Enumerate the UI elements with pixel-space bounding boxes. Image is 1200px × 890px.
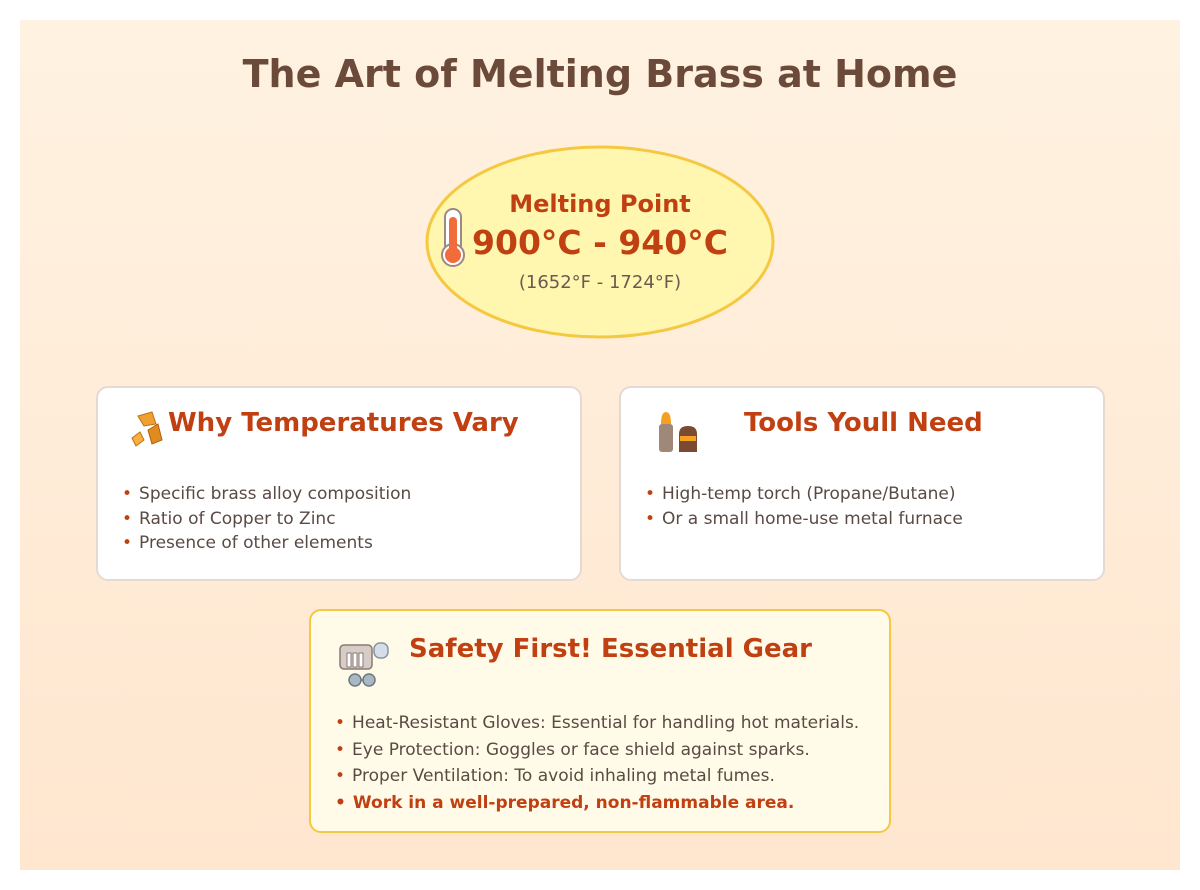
- safety-gear-icon: [338, 641, 392, 693]
- tools-heading: Tools Youll Need: [744, 408, 983, 438]
- why-temperatures-heading: Why Temperatures Vary: [168, 408, 519, 438]
- list-item: • Or a small home-use metal furnace: [645, 507, 963, 532]
- melting-point-ellipse: [425, 145, 775, 340]
- torch-furnace-icon: [657, 410, 701, 456]
- list-item: • Ratio of Copper to Zinc: [122, 507, 411, 532]
- tools-card: [619, 386, 1105, 581]
- list-item: • Specific brass alloy composition: [122, 482, 411, 507]
- list-item: • Proper Ventilation: To avoid inhaling metal fumes.: [335, 763, 859, 790]
- why-temperatures-card: [96, 386, 582, 581]
- melting-point-celsius: 900°C - 940°C: [472, 223, 728, 262]
- melting-point-label: Melting Point: [509, 190, 691, 218]
- safety-card: [309, 609, 891, 833]
- list-item: • Heat-Resistant Gloves: Essential for handling hot materials.: [335, 710, 859, 737]
- list-item: • Eye Protection: Goggles or face shield against sparks.: [335, 737, 859, 764]
- list-item: • High-temp torch (Propane/Butane): [645, 482, 963, 507]
- thermometer-icon: [440, 207, 466, 273]
- safety-heading: Safety First! Essential Gear: [409, 634, 812, 664]
- list-item: • Presence of other elements: [122, 531, 411, 556]
- why-temperatures-list: [122, 482, 411, 556]
- safety-list: [335, 710, 859, 816]
- tools-list: [645, 482, 963, 531]
- page-title: The Art of Melting Brass at Home: [242, 52, 958, 96]
- brass-pieces-icon: [130, 410, 164, 452]
- melting-point-fahrenheit: (1652°F - 1724°F): [518, 272, 682, 293]
- list-item: • Work in a well-prepared, non-flammable area.: [335, 790, 859, 817]
